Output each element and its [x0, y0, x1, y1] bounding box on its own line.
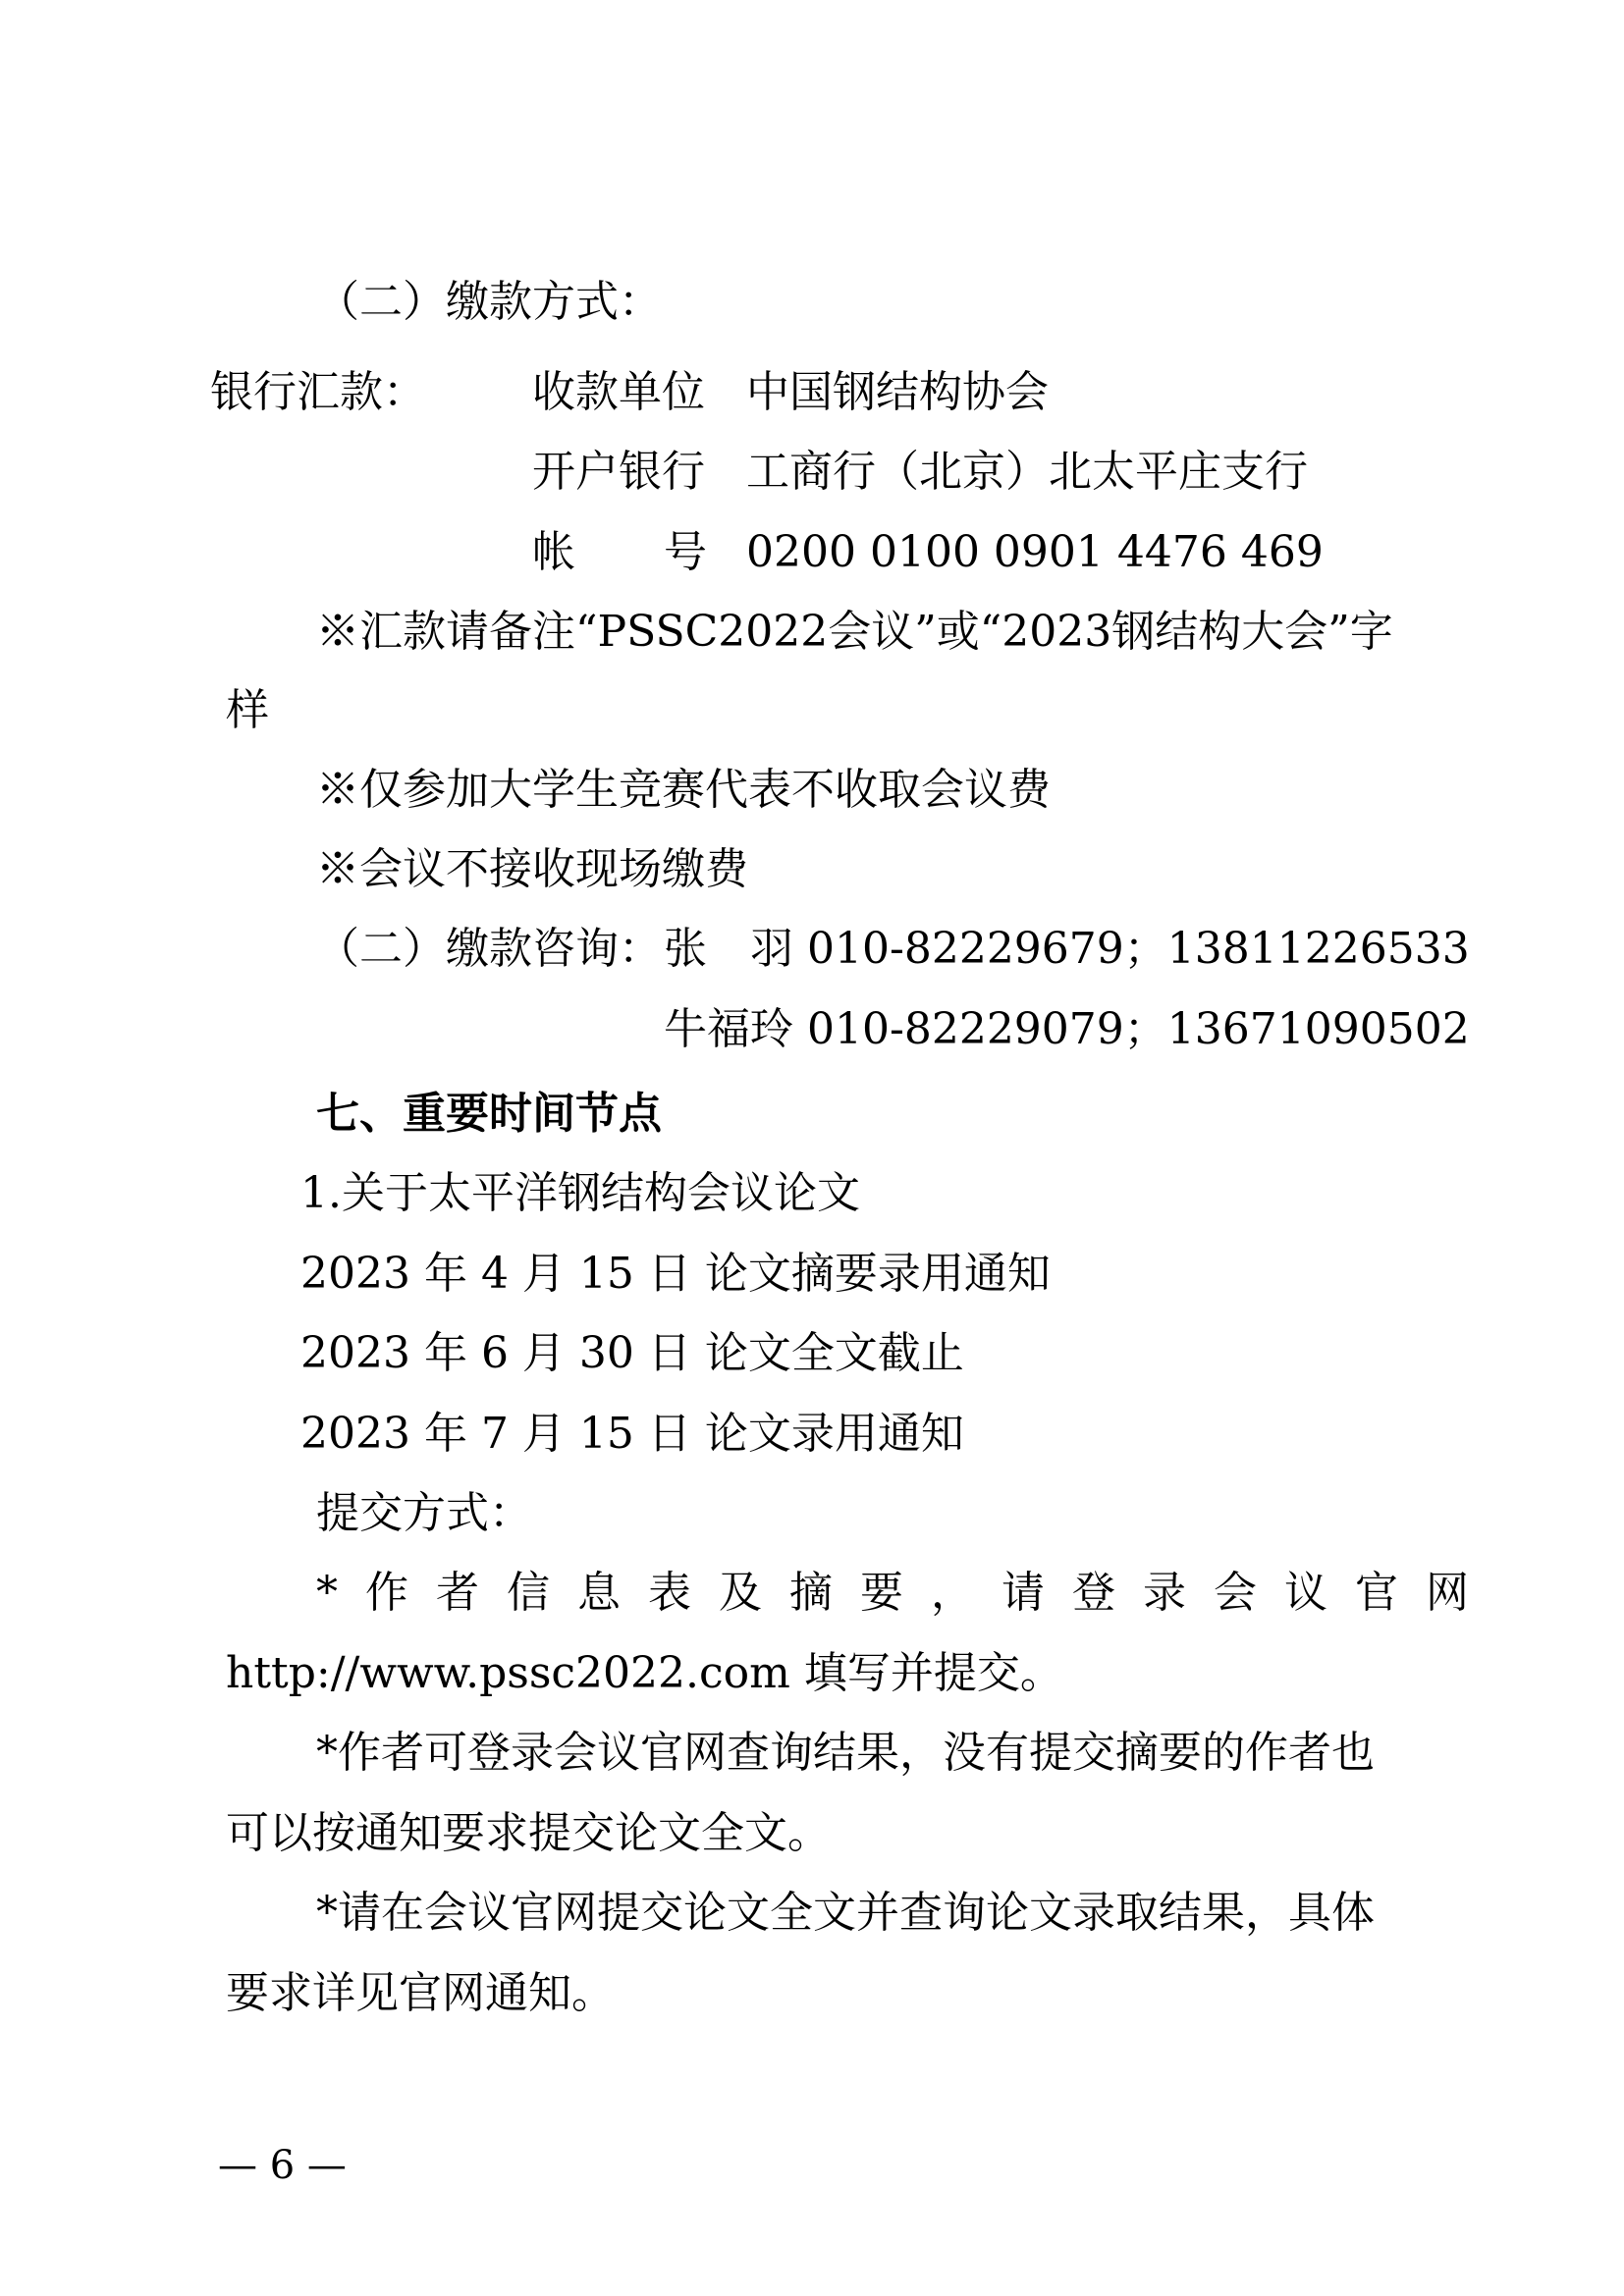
- submission-label: 提交方式：: [316, 1488, 532, 1538]
- account-number: 0200 0100 0901 4476 469: [746, 527, 1324, 577]
- bank-name-label: 开户银行: [532, 447, 705, 497]
- inquiry-contact-1: 张 羽 010-82229679；13811226533: [664, 924, 1470, 974]
- onsite-fee-note: ※会议不接收现场缴费: [316, 844, 748, 894]
- account-label-second: 号: [664, 527, 707, 577]
- remittance-note-line2: 样: [226, 685, 269, 735]
- inquiry-heading: （二）缴款咨询：: [316, 924, 662, 974]
- item-title: 1.关于太平洋钢结构会议论文: [300, 1168, 860, 1218]
- payee-label: 收款单位: [532, 367, 705, 417]
- inquiry-contact-2: 牛福玲 010-82229079；13671090502: [664, 1004, 1470, 1054]
- bullet-1-line1: *作者信息表及摘要，请登录会议官网: [316, 1568, 1496, 1618]
- bank-transfer-label: 银行汇款：: [210, 367, 426, 417]
- date-line-1: 2023 年 4 月 15 日 论文摘要录用通知: [300, 1249, 1051, 1299]
- bullet-3-line2: 要求详见官网通知。: [226, 1968, 615, 2018]
- payee-value: 中国钢结构协会: [746, 367, 1049, 417]
- date-line-2: 2023 年 6 月 30 日 论文全文截止: [300, 1328, 964, 1378]
- payment-method-heading: （二）缴款方式：: [316, 277, 662, 327]
- bullet-2-line1: *作者可登录会议官网查询结果，没有提交摘要的作者也: [316, 1728, 1375, 1778]
- student-fee-note: ※仅参加大学生竞赛代表不收取会议费: [316, 765, 1051, 815]
- section-title: 七、重要时间节点: [316, 1089, 662, 1139]
- remittance-note-line1: ※汇款请备注“PSSC2022会议”或“2023钢结构大会”字: [316, 607, 1393, 657]
- bullet-2-line2: 可以按通知要求提交论文全文。: [226, 1808, 831, 1858]
- page-number: — 6 —: [218, 2143, 347, 2188]
- bank-name-value: 工商行（北京）北太平庄支行: [746, 447, 1308, 497]
- bullet-1-line2: http://www.pssc2022.com 填写并提交。: [226, 1648, 1063, 1698]
- bullet-3-line1: *请在会议官网提交论文全文并查询论文录取结果，具体: [316, 1888, 1375, 1938]
- account-label-first: 帐: [532, 527, 575, 577]
- date-line-3: 2023 年 7 月 15 日 论文录用通知: [300, 1409, 964, 1459]
